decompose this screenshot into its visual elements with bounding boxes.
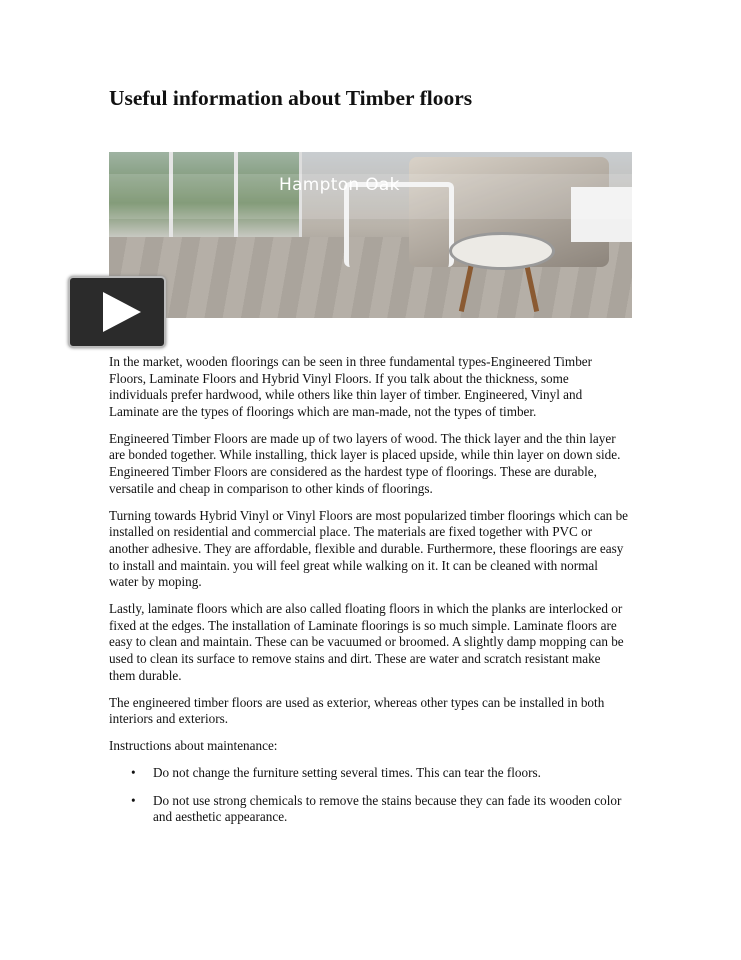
bullet-list — [109, 765, 629, 825]
paragraph: Turning towards Hybrid Vinyl or Vinyl Floors are most popularized timber floorings which can be installed on residential and commercial place. The materials are fixed together with PVC or another adhesive. They are affordable, flexible and durable. Furthermore, these floorings are easy to install and maintain. you will feel great while walking on it. It can be cleaned with normal water by moping. — [109, 507, 629, 590]
paragraph: In the market, wooden floorings can be seen in three fundamental types-Engineered Timber Floors, Laminate Floors and Hybrid Vinyl Floors. If you talk about the thickness, some individuals prefer hardwood, while others like thin layer of timber. Engineered, Vinyl and Laminate are the types of floorings which are man-made, not the types of timber. — [109, 354, 593, 419]
list-item — [131, 765, 629, 782]
stool — [449, 232, 555, 270]
hero-title: Hampton Oak — [279, 175, 400, 195]
bullet-icon: • — [131, 792, 136, 808]
list-item-text: Do not use strong chemicals to remove the stains because they can fade its wooden color and aesthetic appearance. — [153, 792, 622, 825]
list-item — [131, 792, 629, 826]
paragraph: Instructions about maintenance: — [109, 738, 278, 754]
play-button[interactable] — [68, 276, 166, 348]
paragraph: Lastly, laminate floors which are also called floating floors in which the planks are interlocked or fixed at the edges. The installation of Laminate floorings is so much simple. Laminate floors are easy to clean and maintain. These can be vacuumed or broomed. A slightly damp mopping can be used to clean its surface to remove stains and dirt. These are water and scratch resistant make them durable. — [109, 601, 624, 683]
list-item-text: Do not change the furniture setting several times. This can tear the floors. — [153, 765, 541, 781]
hero-image — [109, 152, 632, 318]
play-icon — [103, 292, 141, 332]
bullet-icon: • — [131, 765, 136, 781]
document-body — [109, 354, 629, 836]
page-title: Useful information about Timber floors — [109, 86, 473, 110]
paragraph: Engineered Timber Floors are made up of two layers of wood. The thick layer and the thin layer are bonded together. While installing, thick layer is placed upside, while thin layer on down side. Engineered Timber Floors are considered as the hardest type of floorings. These are durable, versatile and cheap in comparison to other kinds of floorings. — [109, 430, 621, 496]
paragraph: The engineered timber floors are used as exterior, whereas other types can be installed in both interiors and exteriors. — [109, 694, 605, 727]
